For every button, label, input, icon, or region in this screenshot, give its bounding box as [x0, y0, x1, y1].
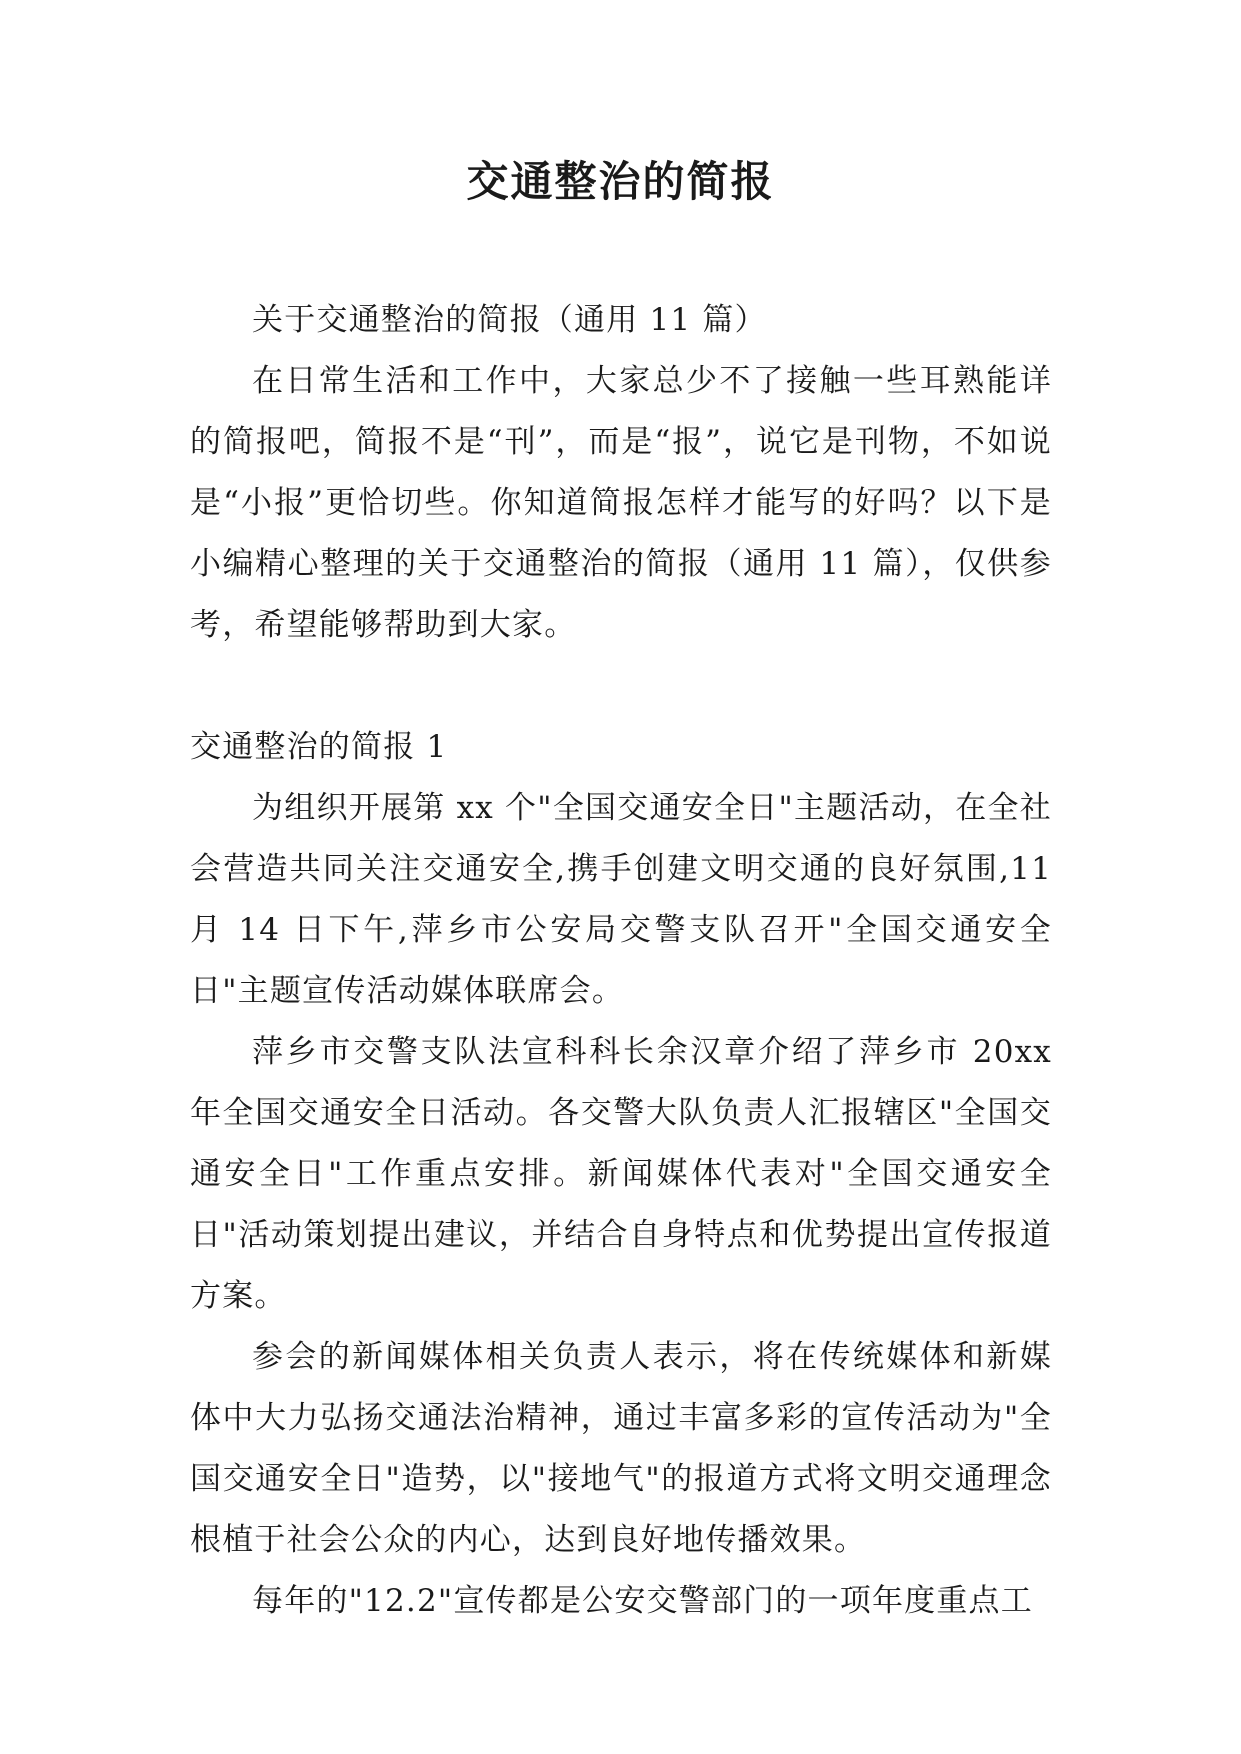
body-paragraph: 萍乡市交警支队法宣科科长余汉章介绍了萍乡市 20xx 年全国交通安全日活动。各交警大队负责人汇报辖区"全国交通安全日"工作重点安排。新闻媒体代表对"全国交通安全日"活动策划提出建议，并结合自身特点和优势提出宣传报道方案。	[190, 1034, 1052, 1314]
document-body	[190, 290, 1052, 1632]
document-subtitle: 关于交通整治的简报（通用 11 篇）	[252, 302, 767, 338]
body-paragraph: 为组织开展第 xx 个"全国交通安全日"主题活动，在全社会营造共同关注交通安全,携手创建文明交通的良好氛围,11 月 14 日下午,萍乡市公安局交警支队召开"全国交通安全日"主题宣传活动媒体联席会。	[190, 790, 1052, 1009]
intro-paragraph: 在日常生活和工作中，大家总少不了接触一些耳熟能详的简报吧，简报不是“刊”，而是“报”，说它是刊物，不如说是“小报”更恰切些。你知道简报怎样才能写的好吗？以下是小编精心整理的关于交通整治的简报（通用 11 篇），仅供参考，希望能够帮助到大家。	[190, 363, 1052, 643]
body-paragraph: 每年的"12.2"宣传都是公安交警部门的一项年度重点工	[252, 1583, 1033, 1619]
body-paragraph: 参会的新闻媒体相关负责人表示，将在传统媒体和新媒体中大力弘扬交通法治精神，通过丰富多彩的宣传活动为"全国交通安全日"造势，以"接地气"的报道方式将文明交通理念根植于社会公众的内心，达到良好地传播效果。	[190, 1339, 1052, 1558]
document-title: 交通整治的简报	[466, 157, 775, 206]
section-heading: 交通整治的简报 1	[190, 729, 448, 765]
